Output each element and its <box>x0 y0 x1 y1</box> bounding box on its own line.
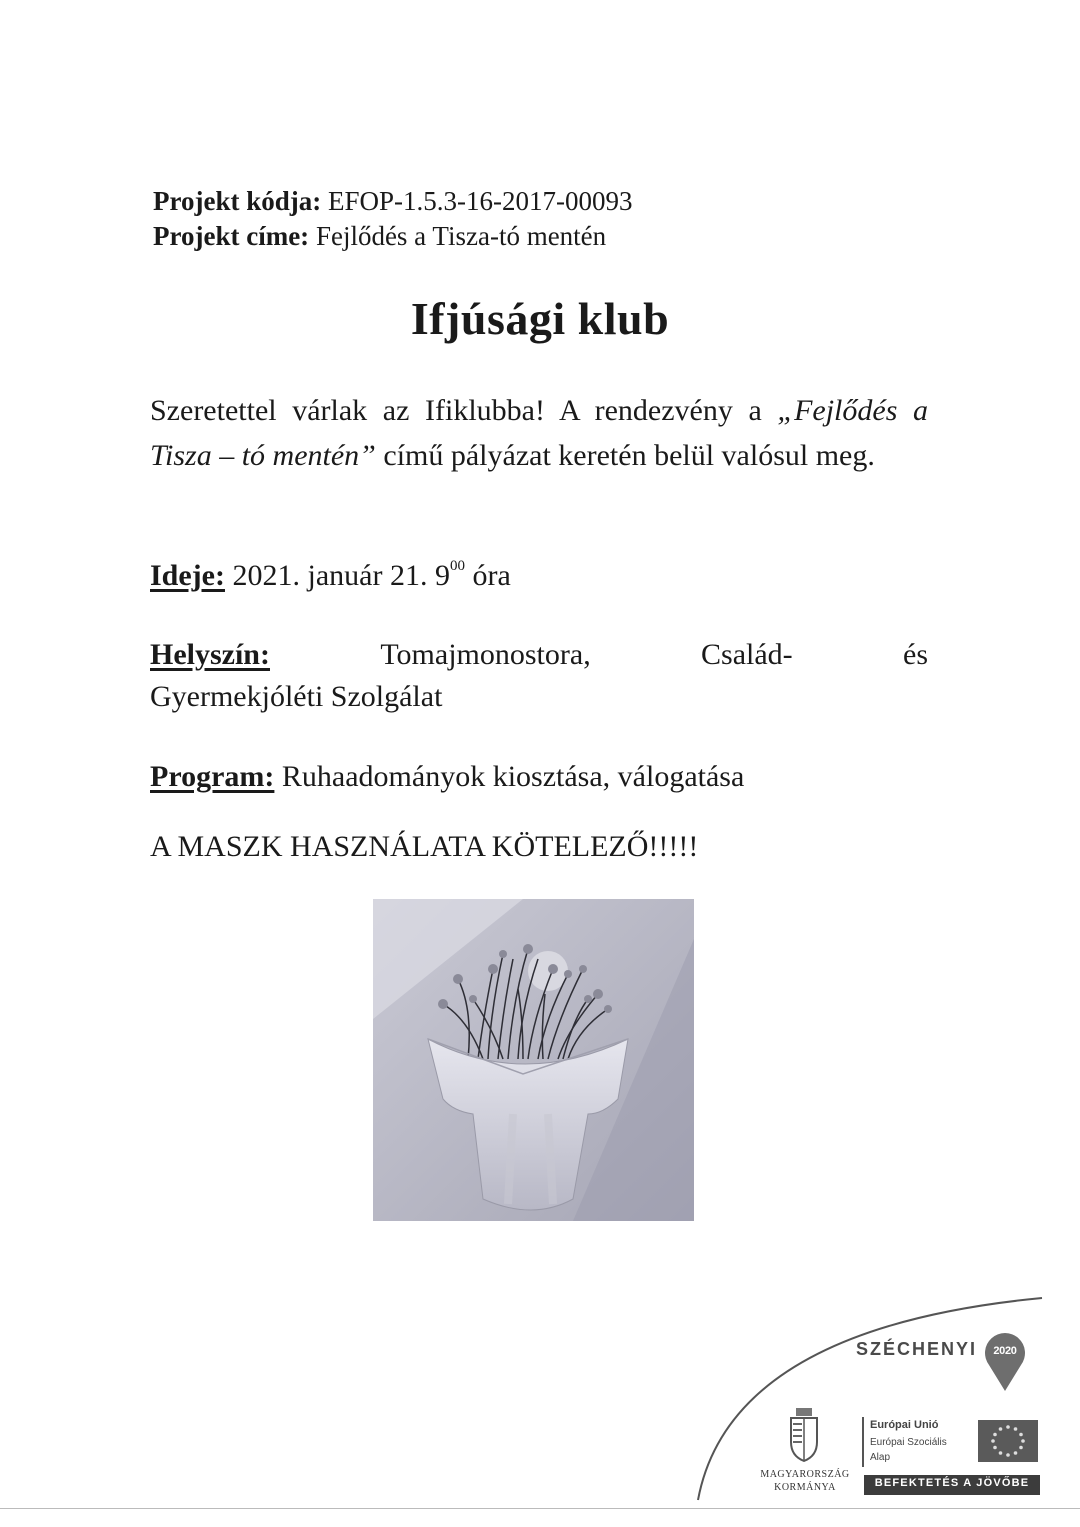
project-code-label: Projekt kódja: <box>153 186 322 216</box>
page-bottom-rule <box>0 1508 1080 1509</box>
project-title-label: Projekt címe: <box>153 221 310 251</box>
place-word-2: Család- <box>701 638 793 671</box>
eu-label-line-1: Európai Unió <box>870 1419 939 1431</box>
project-code-line <box>153 185 633 217</box>
intro-paragraph <box>150 388 928 478</box>
hungarian-coat-of-arms-icon <box>787 1408 821 1462</box>
eu-label-line-2: Európai Szociális <box>870 1437 947 1448</box>
project-title-value: Fejlődés a Tisza-tó mentén <box>315 221 607 251</box>
place-field <box>150 634 928 718</box>
flower-bouquet-illustration <box>373 899 694 1221</box>
time-field <box>150 555 511 597</box>
szechenyi-2020-badge-icon <box>983 1329 1027 1391</box>
project-code-value: EFOP-1.5.3-16-2017-00093 <box>328 186 633 216</box>
intro-quoted-title: „Fejlődés a Tisza – tó mentén” <box>150 394 928 472</box>
program-label: Program: <box>150 760 275 793</box>
project-title-line <box>153 220 606 252</box>
eu-flag-icon <box>978 1420 1038 1462</box>
time-minutes: 00 <box>449 558 465 574</box>
time-value: 2021. január 21. 9 <box>232 559 450 592</box>
szechenyi-label: SZÉCHENYI <box>856 1339 978 1359</box>
time-label: Ideje: <box>150 559 225 592</box>
program-value: Ruhaadományok kiosztása, válogatása <box>281 760 745 793</box>
intro-text-2: című pályázat keretén belül valósul meg. <box>383 439 875 472</box>
government-label-line-1: MAGYARORSZÁG <box>760 1469 850 1480</box>
page-title: Ifjúsági klub <box>410 293 670 344</box>
slogan-text: BEFEKTETÉS A JÖVŐBE <box>874 1477 1030 1489</box>
place-word-1: Tomajmonostora, <box>380 638 591 671</box>
place-line-1 <box>150 634 928 676</box>
place-label: Helyszín: <box>150 638 270 671</box>
place-word-3: és <box>903 638 928 671</box>
place-line-2: Gyermekjóléti Szolgálat <box>150 680 443 713</box>
time-suffix: óra <box>472 559 511 592</box>
mask-notice: A MASZK HASZNÁLATA KÖTELEZŐ!!!!! <box>150 830 699 863</box>
government-label-line-2: KORMÁNYA <box>774 1482 836 1493</box>
eu-separator <box>862 1417 864 1467</box>
szechenyi-year: 2020 <box>993 1345 1017 1357</box>
intro-text-1: Szeretettel várlak az Ifiklubba! A rendezvény a <box>150 394 762 427</box>
eu-label-line-3: Alap <box>870 1452 891 1463</box>
program-field <box>150 756 744 798</box>
